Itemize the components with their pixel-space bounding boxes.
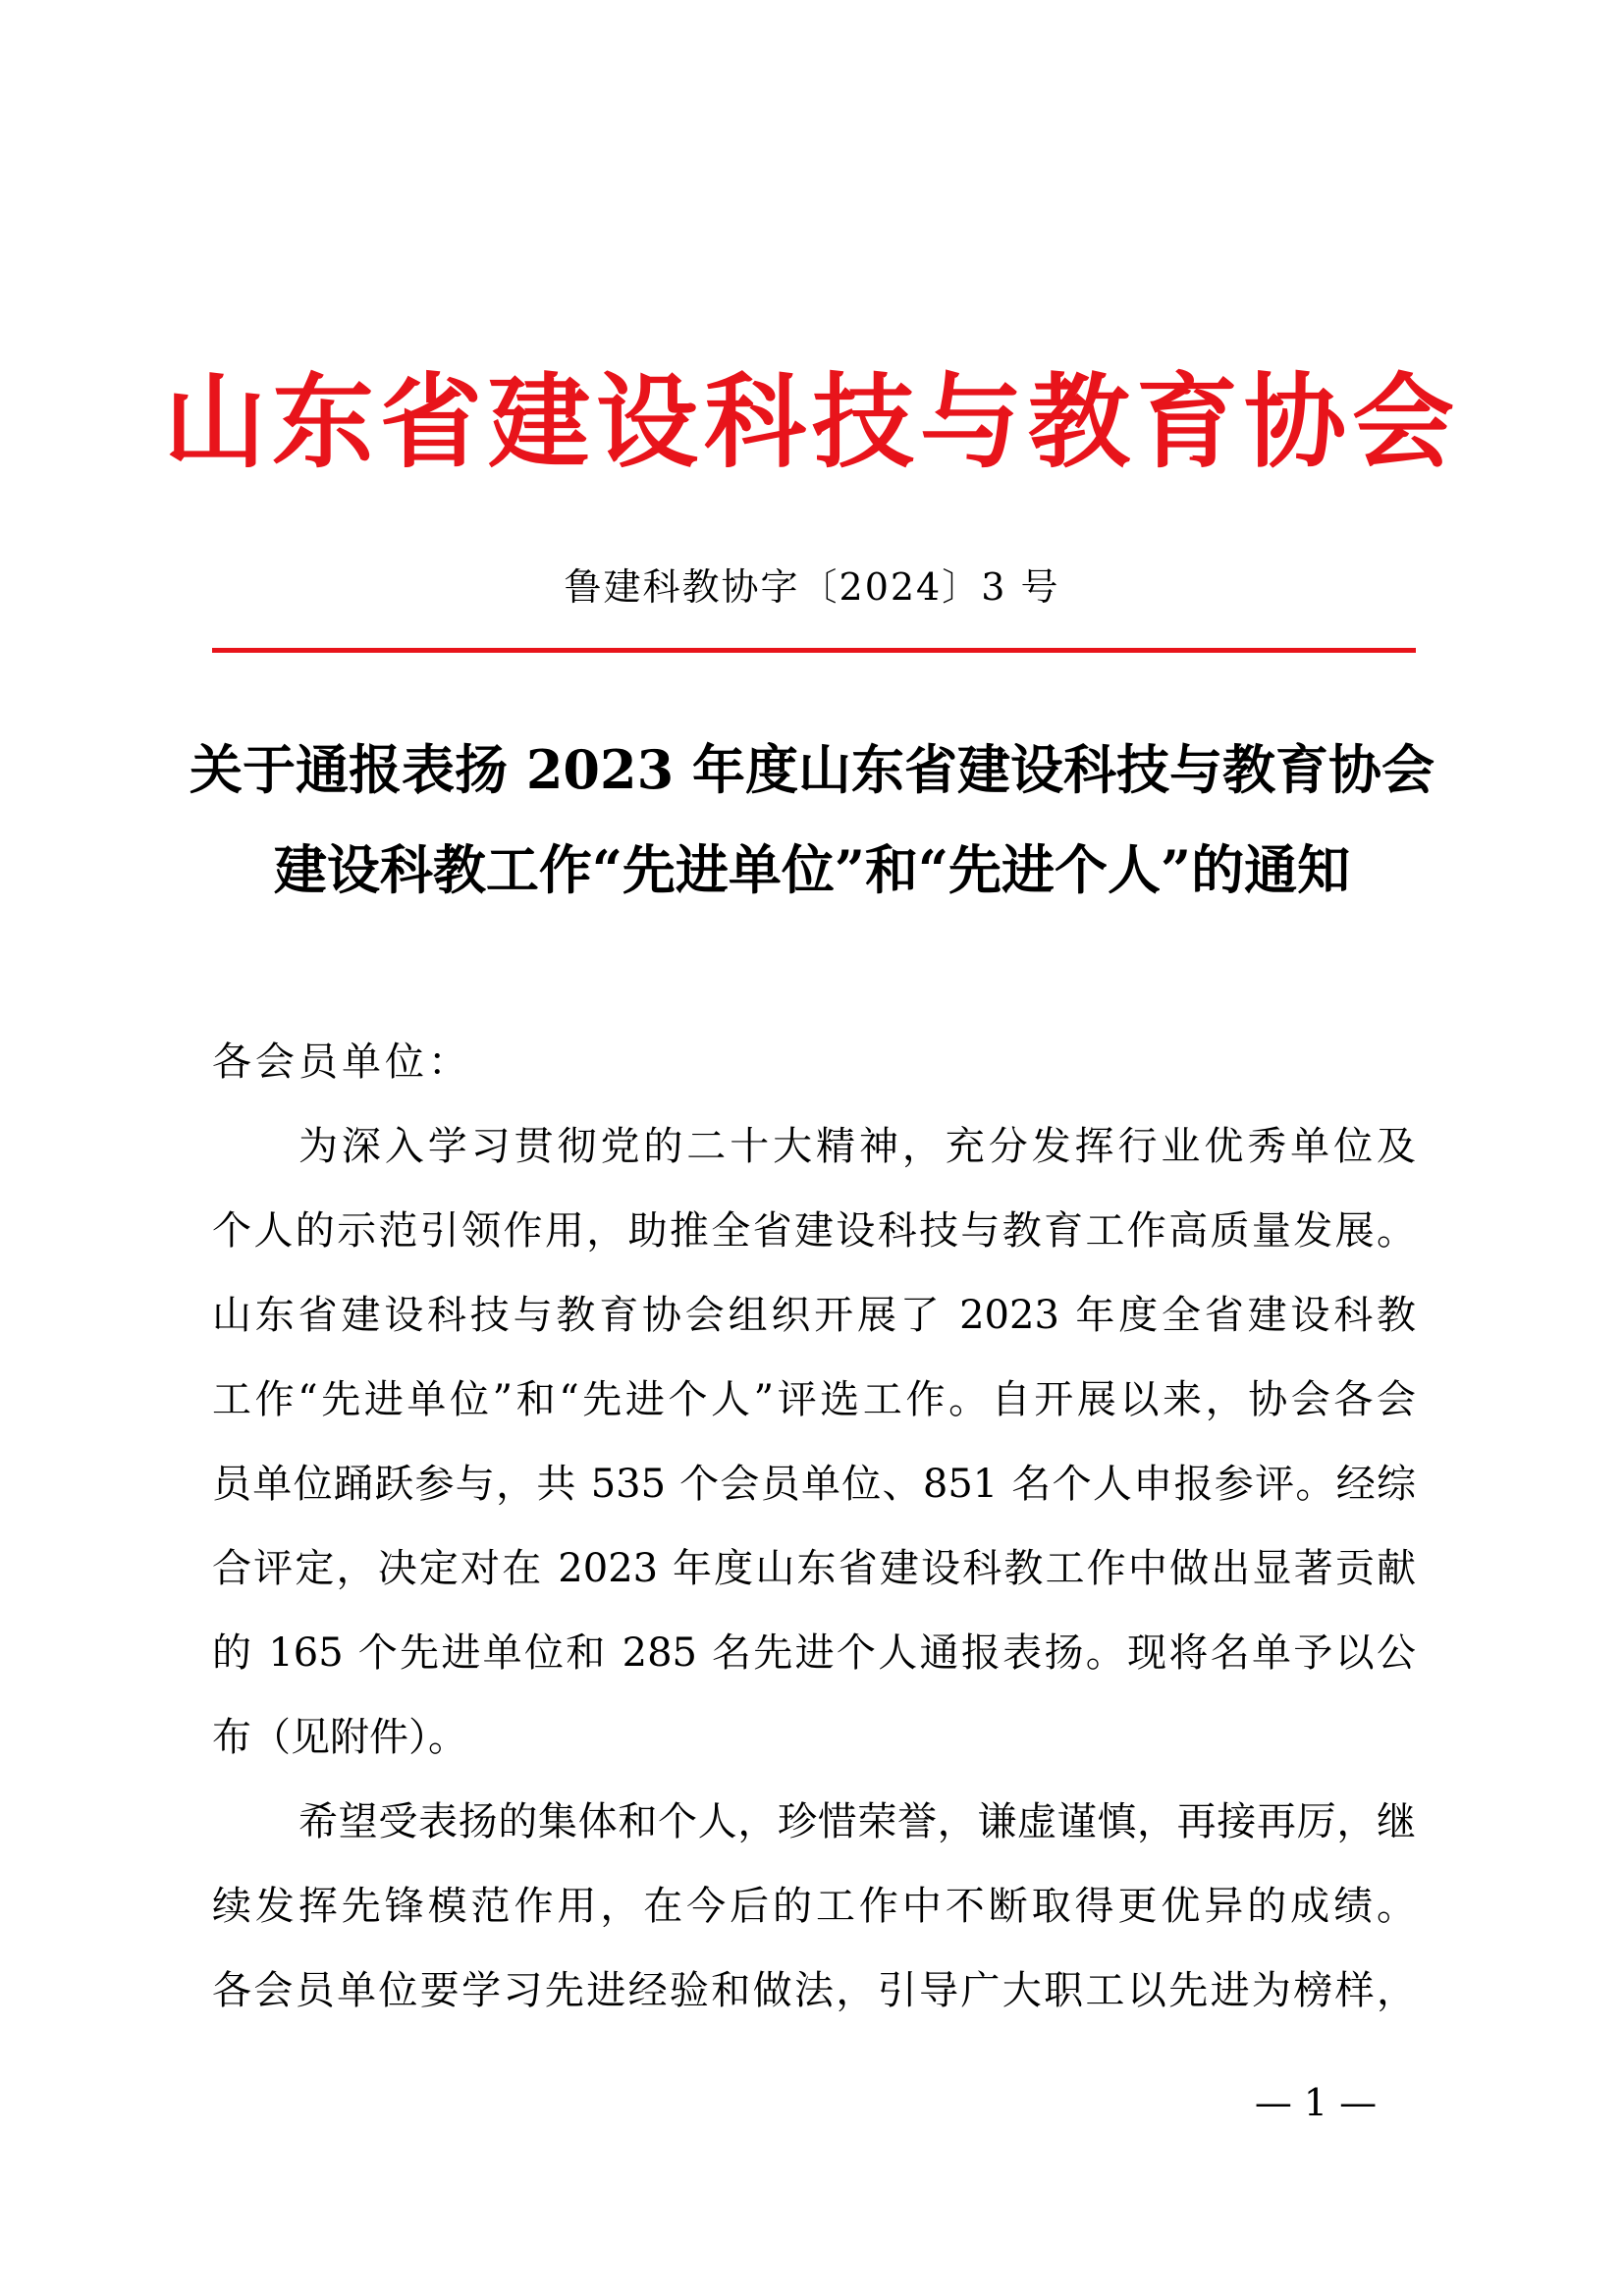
paragraph-line: 合评定，决定对在 2023 年度山东省建设科教工作中做出显著贡献 [212,1546,1416,1591]
notice-title-line-2: 建设科教工作“先进单位”和“先进个人”的通知 [273,838,1351,901]
salutation: 各会员单位： [212,1040,471,1085]
masthead-title: 山东省建设科技与教育协会 [163,361,1460,482]
paragraph-line: 员单位踊跃参与，共 535 个会员单位、851 名个人申报参评。经综 [212,1462,1416,1507]
page-number: — 1 — [1254,2081,1378,2124]
paragraph-line: 布（见附件）。 [212,1715,467,1760]
paragraph-line: 希望受表扬的集体和个人，珍惜荣誉，谦虚谨慎，再接再厉，继 [298,1799,1416,1844]
paragraph-line: 山东省建设科技与教育协会组织开展了 2023 年度全省建设科教 [212,1293,1416,1338]
red-divider-line [212,648,1416,653]
document-number: 鲁建科教协字〔2024〕3 号 [564,565,1060,609]
paragraph-line: 的 165 个先进单位和 285 名先进个人通报表扬。现将名单予以公 [212,1630,1416,1676]
paragraph-line: 各会员单位要学习先进经验和做法，引导广大职工以先进为榜样， [212,1968,1416,2013]
paragraph-line: 工作“先进单位”和“先进个人”评选工作。自开展以来，协会各会 [212,1377,1416,1422]
paragraph-line: 续发挥先锋模范作用，在今后的工作中不断取得更优异的成绩。 [212,1884,1416,1929]
paragraph-line: 为深入学习贯彻党的二十大精神，充分发挥行业优秀单位及 [298,1124,1416,1169]
notice-title-line-1: 关于通报表扬 2023 年度山东省建设科技与教育协会 [189,738,1435,801]
paragraph-line: 个人的示范引领作用，助推全省建设科技与教育工作高质量发展。 [212,1208,1416,1254]
